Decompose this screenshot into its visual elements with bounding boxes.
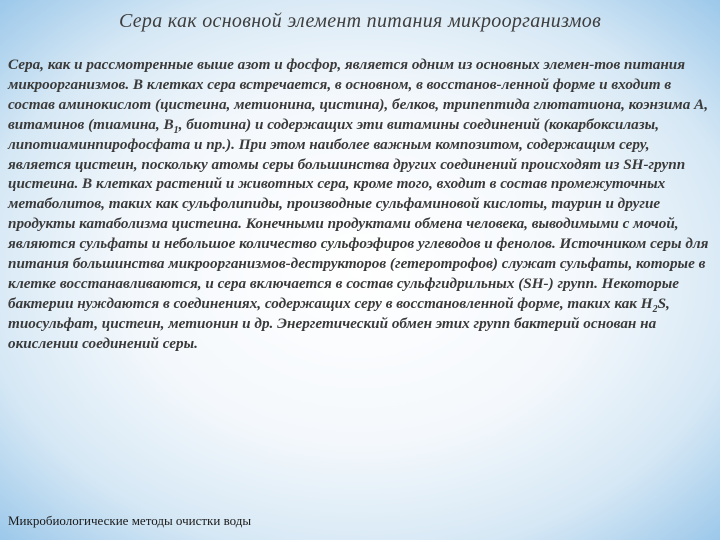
body-paragraph [8, 55, 712, 354]
body-text-part-2: , биотина) и содержащих эти витамины соединений (кокарбоксилазы, липотиаминпирофосфата и пр.). При этом наиболее важным композитом, содержащим серу, является цистеин, поскольку атомы серы большинства других соединений происходят из SH-групп цистеина. В клетках растений и животных сера, кроме того, входит в состав промежуточных метаболитов, таких как сульфолипиды, производные сульфаминовой кислоты, таурин и другие продукты катаболизма цистеина. Конечными продуктами обмена человека, выводимыми с мочой, являются сульфаты и небольшое количество сульфоэфиров углеводов и фенолов. Источником серы для питания большинства микроорганизмов-деструкторов (гетеротрофов) служат сульфаты, которые в клетке восстанавливаются, и сера включается в состав сульфгидрильных (SH-) групп. Некоторые бактерии нуждаются в соединениях, содержащих серу в восстановленной форме, таких как H [8, 115, 709, 312]
body-text-part-1: Сера, как и рассмотренные выше азот и фосфор, является одним из основных элемен-тов питания микроорганизмов. В клетках сера встречается, в основном, в восстанов-ленной форме и входит в состав аминокислот (цистеина, метионина, цистина), белков, трипептида глютатиона, коэнзима А, витаминов (тиамина, В [8, 56, 709, 133]
subscript-1: 1 [173, 124, 179, 136]
slide-title: Сера как основной элемент питания микроорганизмов [118, 10, 602, 32]
footer-caption: Микробиологические методы очистки воды [8, 513, 252, 528]
subscript-2: 2 [652, 303, 658, 315]
body-text-part-3: S, тиосульфат, цистеин, метионин и др. Энергетический обмен этих групп бактерий основан на окислении соединений серы. [8, 294, 670, 352]
